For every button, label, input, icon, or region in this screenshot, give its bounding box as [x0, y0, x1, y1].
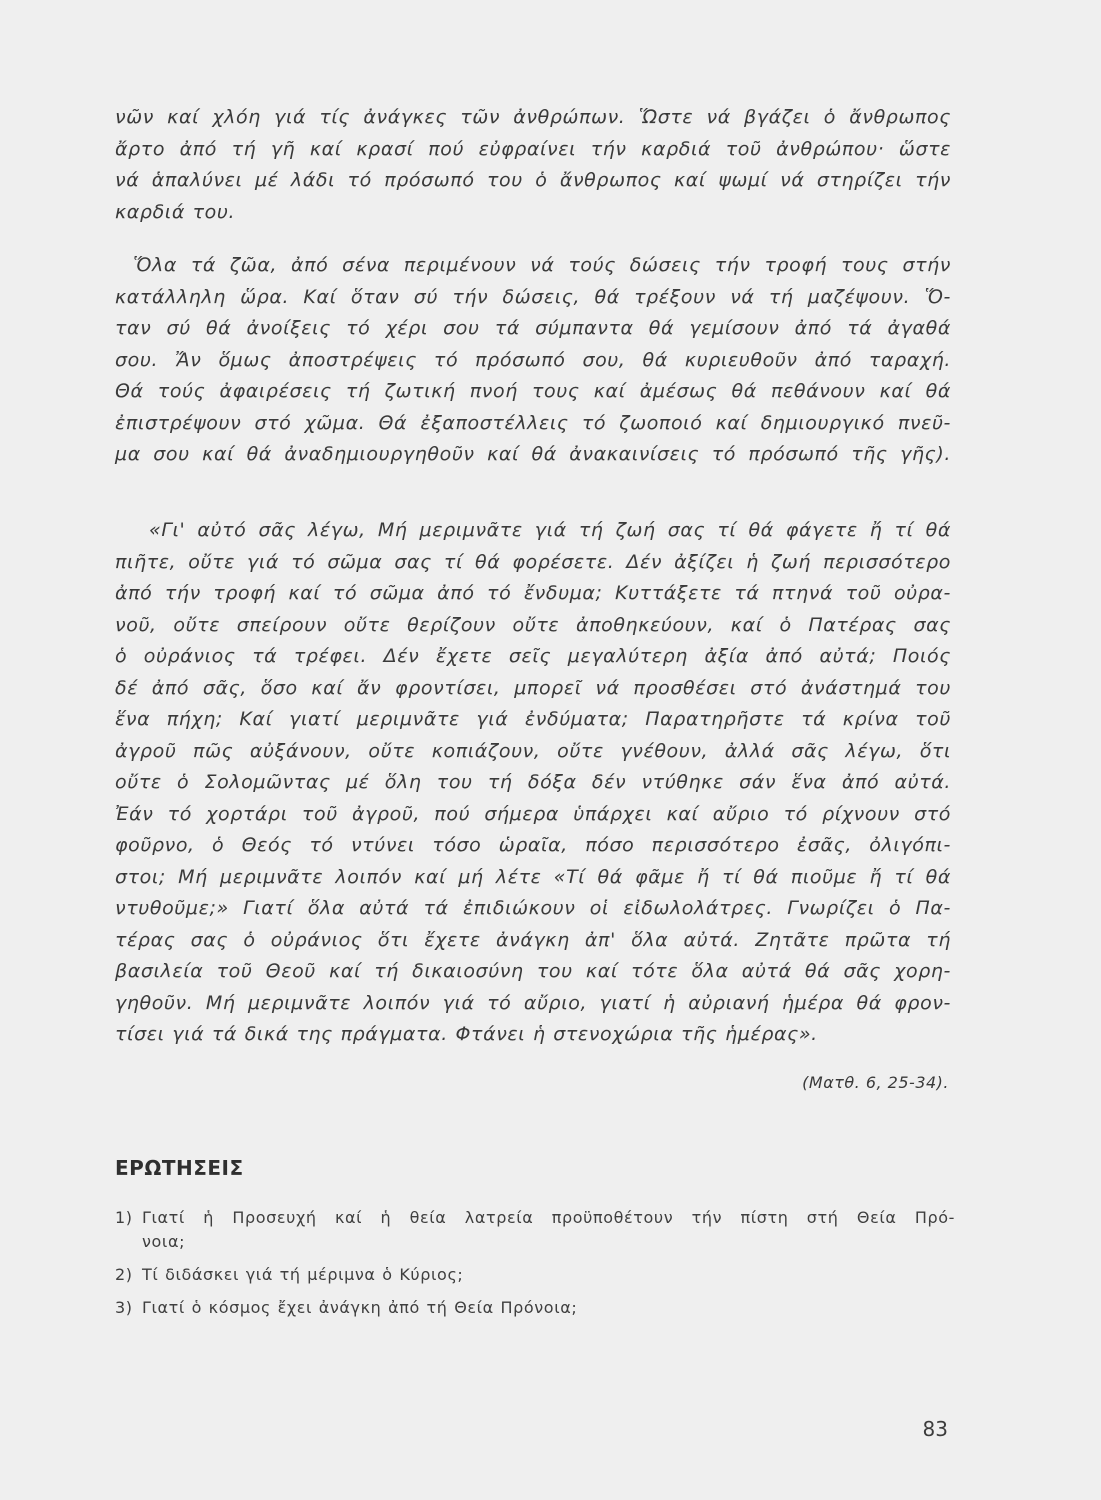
text-line: δέ ἀπό σᾶς, ὅσο καί ἄν φροντίσει, μπορεῖ νά προσθέσει στό ἀνάστημά του: [115, 676, 951, 699]
question-text: Γιατί ὁ κόσμος ἔχει ἀνάγκη ἀπό τή Θεία Πρόνοια;: [142, 1298, 578, 1317]
text-line: πιῆτε, οὔτε γιά τό σῶμα σας τί θά φορέσετε. Δέν ἀξίζει ἡ ζωή περισσότερο: [115, 550, 951, 573]
questions-list: [115, 1206, 955, 1329]
text-line: τέρας σας ὁ οὐράνιος ὅτι ἔχετε ἀνάγκη ἀπ' ὅλα αὐτά. Ζητᾶτε πρῶτα τή: [115, 928, 951, 951]
text-line: ὁ οὐράνιος τά τρέφει. Δέν ἔχετε σεῖς μεγαλύτερη ἀξία ἀπό αὐτά; Ποιός: [115, 645, 951, 667]
text-line: οὔτε ὁ Σολομῶντας μέ ὅλη του τή δόξα δέν ντύθηκε σάν ἕνα ἀπό αὐτά.: [115, 771, 951, 793]
text-line: φοῦρνο, ὁ Θεός τό ντύνει τόσο ὡραῖα, πόσο περισσότερο ἐσᾶς, ὀλιγόπι-: [115, 834, 951, 856]
text-line: στοι; Μή μεριμνᾶτε λοιπόν καί μή λέτε «Τί θά φᾶμε ἤ τί θά πιοῦμε ἤ τί θά: [115, 865, 951, 888]
text-line: καρδιά του.: [115, 200, 236, 223]
text-line: ἕνα πήχη; Καί γιατί μεριμνᾶτε γιά ἐνδύματα; Παρατηρῆστε τά κρίνα τοῦ: [115, 708, 951, 730]
question-number: 2): [115, 1265, 133, 1284]
text-line: Ὅλα τά ζῶα, ἀπό σένα περιμένουν νά τούς δώσεις τήν τροφή τους στήν: [133, 254, 951, 276]
text-line: ἀπό τήν τροφή καί τό σῶμα ἀπό τό ἔνδυμα; Κυττάξετε τά πτηνά τοῦ οὐρα-: [115, 582, 951, 604]
question-item: [115, 1296, 955, 1320]
question-item: [115, 1263, 955, 1287]
text-line: σου. Ἄν ὅμως ἀποστρέψεις τό πρόσωπό σου, θά κυριευθοῦν ἀπό ταραχή.: [115, 348, 951, 371]
question-text: Γιατί ἡ Προσευχή καί ἡ θεία λατρεία προϋποθέτουν τήν πίστη στή Θεία Πρό-: [142, 1208, 955, 1227]
question-number: 3): [115, 1298, 133, 1317]
text-line: ἀγροῦ πῶς αὐξάνουν, οὔτε κοπιάζουν, οὔτε γνέθουν, ἀλλά σᾶς λέγω, ὅτι: [115, 739, 951, 762]
paragraph-gospel-quote: [115, 515, 951, 1051]
question-text: νοια;: [142, 1232, 186, 1251]
text-line: νῶν καί χλόη γιά τίς ἀνάγκες τῶν ἀνθρώπων. Ὥστε νά βγάζει ὁ ἄνθρωπος: [115, 106, 951, 128]
text-line: ἄρτο ἀπό τή γῆ καί κρασί πού εὐφραίνει τήν καρδιά τοῦ ἀνθρώπου· ὥστε: [115, 137, 951, 160]
text-line: ντυθοῦμε;» Γιατί ὅλα αὐτά τά ἐπιδιώκουν οἱ εἰδωλολάτρες. Γνωρίζει ὁ Πα-: [115, 897, 951, 919]
text-line: μα σου καί θά ἀναδημιουργηθοῦν καί θά ἀνακαινίσεις τό πρόσωπό τῆς γῆς).: [115, 443, 951, 465]
paragraph-psalm-continuation: [115, 102, 951, 228]
question-text: Τί διδάσκει γιά τή μέριμνα ὁ Κύριος;: [142, 1265, 464, 1284]
text-line: νά ἁπαλύνει μέ λάδι τό πρόσωπό του ὁ ἄνθρωπος καί ψωμί νά στηρίζει τήν: [115, 169, 951, 191]
text-line: βασιλεία τοῦ Θεοῦ καί τή δικαιοσύνη του καί τότε ὅλα αὐτά θά σᾶς χορη-: [115, 960, 951, 982]
question-number: 1): [115, 1208, 133, 1227]
text-line: Ἐάν τό χορτάρι τοῦ ἀγροῦ, πού σήμερα ὑπάρχει καί αὔριο τό ρίχνουν στό: [115, 802, 951, 825]
text-line: κατάλληλη ὥρα. Καί ὅταν σύ τήν δώσεις, θά τρέξουν νά τή μαζέψουν. Ὅ-: [115, 285, 951, 308]
text-line: ἐπιστρέψουν στό χῶμα. Θά ἐξαποστέλλεις τό ζωοποιό καί δημιουργικό πνεῦ-: [115, 411, 951, 434]
text-line: Θά τούς ἀφαιρέσεις τή ζωτική πνοή τους καί ἀμέσως θά πεθάνουν καί θά: [115, 380, 951, 402]
text-line: ταν σύ θά ἀνοίξεις τό χέρι σου τά σύμπαντα θά γεμίσουν ἀπό τά ἀγαθά: [115, 317, 951, 339]
paragraph-psalm-animals: [115, 250, 951, 471]
questions-heading: ΕΡΩΤΗΣΕΙΣ: [115, 1156, 244, 1180]
question-item: [115, 1206, 955, 1254]
text-line: «Γι' αὐτό σᾶς λέγω, Μή μεριμνᾶτε γιά τή ζωή σας τί θά φάγετε ἤ τί θά: [149, 519, 951, 541]
page-number: 83: [922, 1417, 948, 1441]
text-line: γηθοῦν. Μή μεριμνᾶτε λοιπόν γιά τό αὔριο, γιατί ἡ αὐριανή ἡμέρα θά φρον-: [115, 991, 951, 1014]
text-line: τίσει γιά τά δικά της πράγματα. Φτάνει ἡ στενοχώρια τῆς ἡμέρας».: [115, 1023, 818, 1045]
scripture-citation: (Ματθ. 6, 25-34).: [802, 1073, 949, 1092]
text-line: νοῦ, οὔτε σπείρουν οὔτε θερίζουν οὔτε ἀποθηκεύουν, καί ὁ Πατέρας σας: [115, 613, 951, 636]
